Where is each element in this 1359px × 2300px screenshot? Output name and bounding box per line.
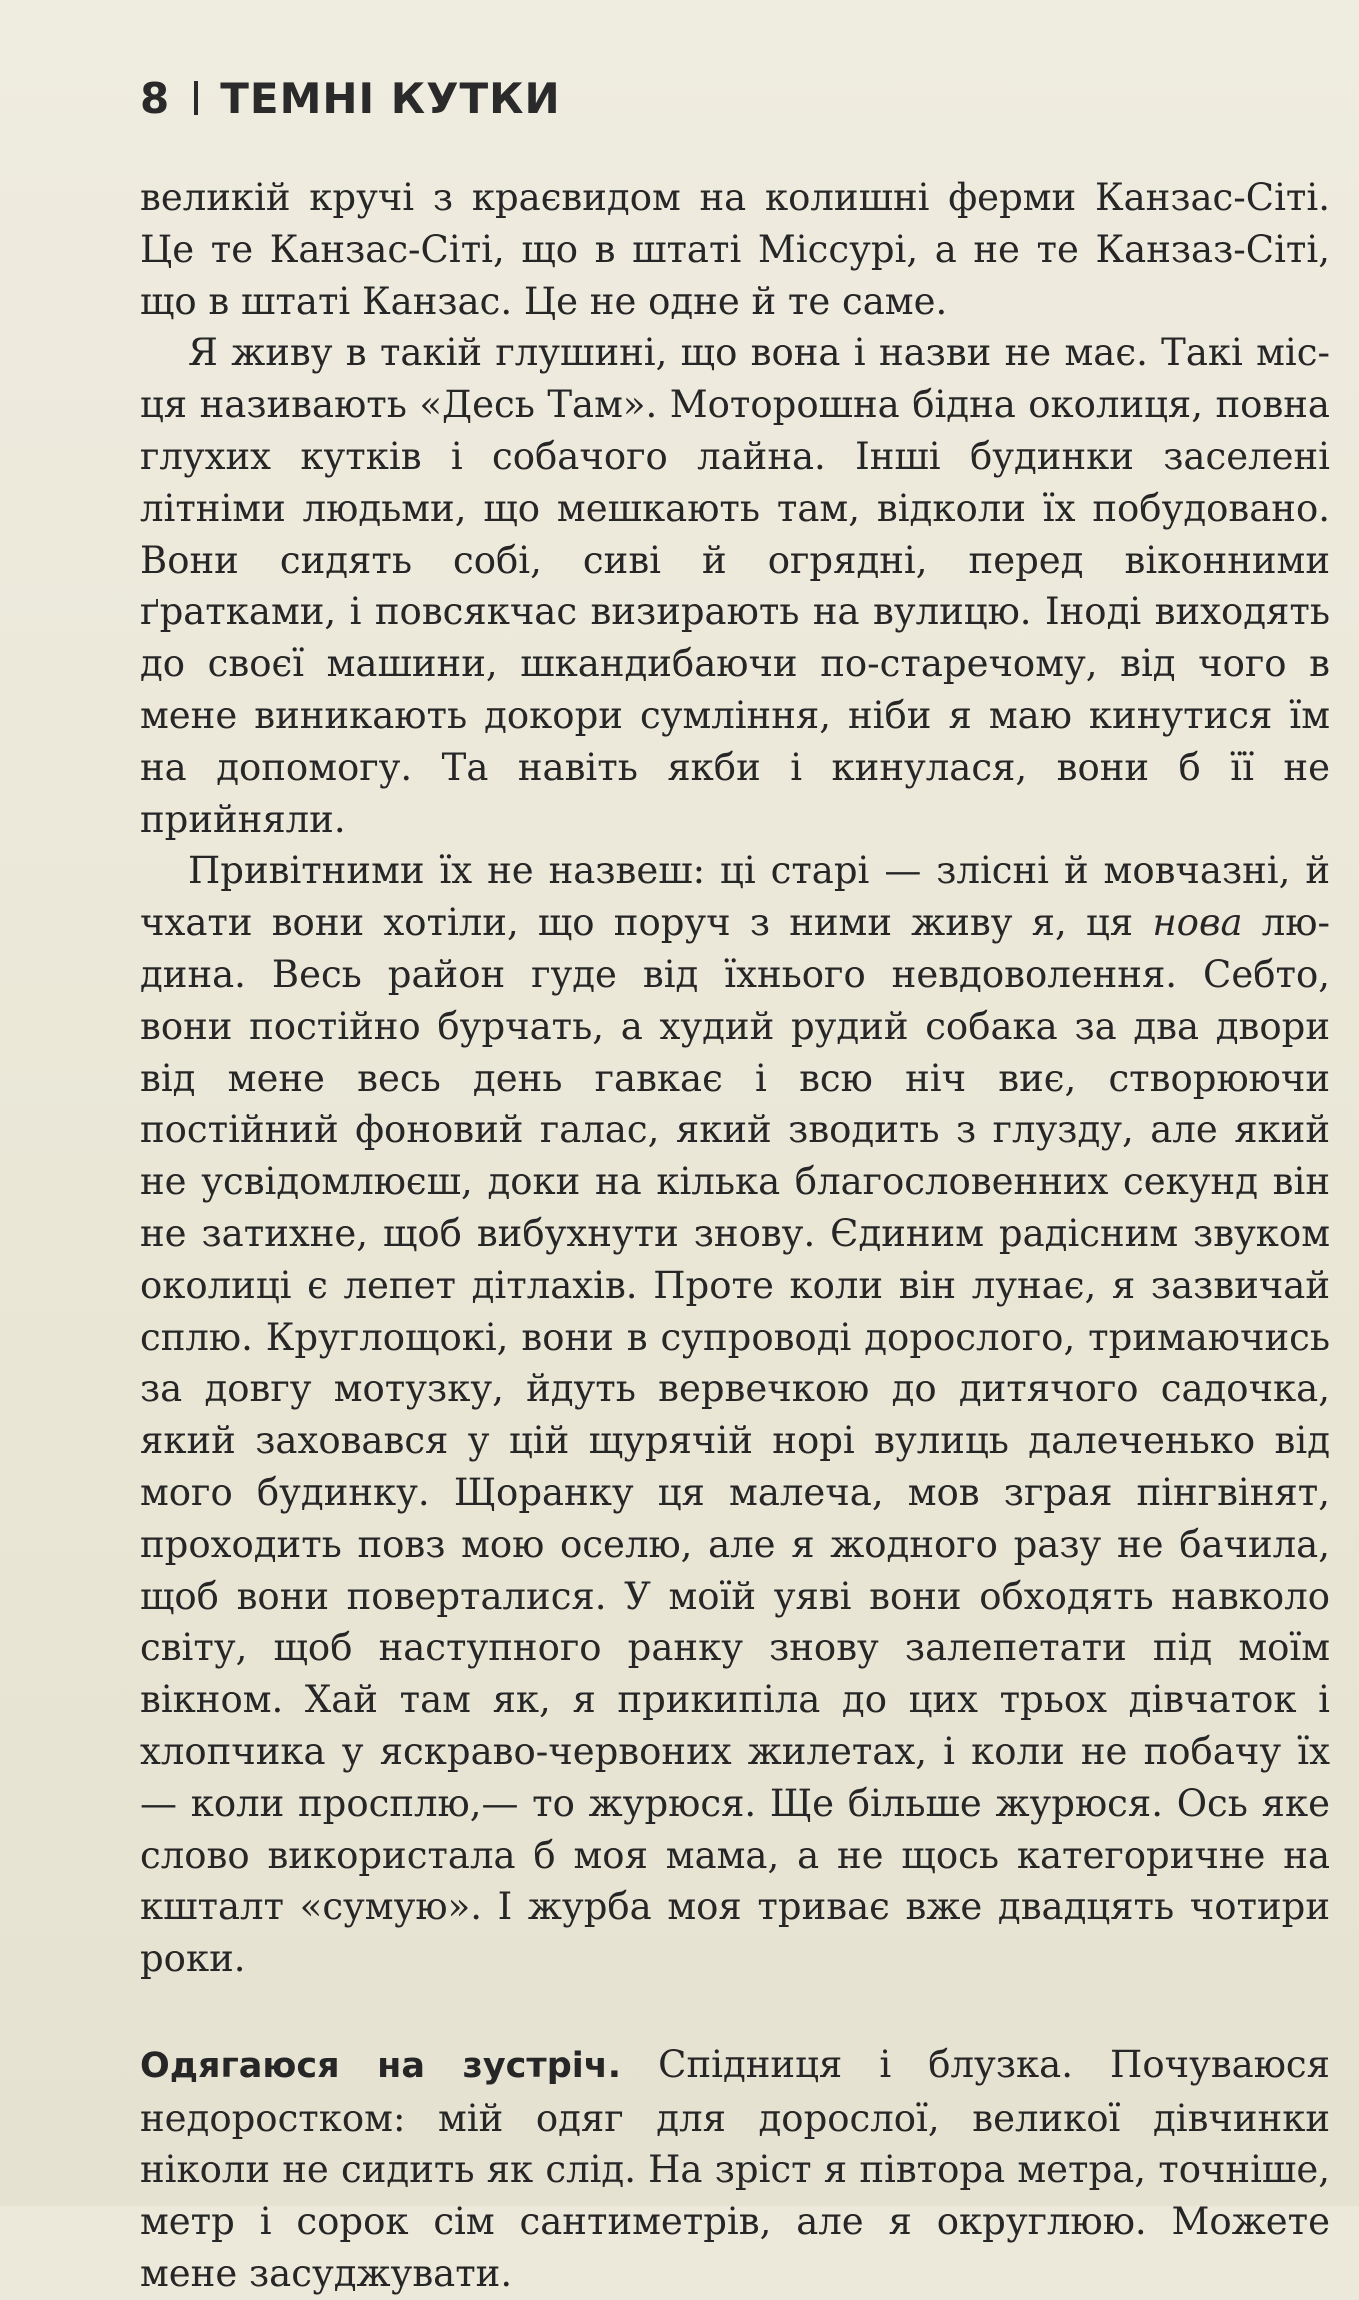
paragraph-1: великій кручі з краєвидом на колишні ферми Канзас-Сіті. Це те Канзас-Сіті, що в штаті Міссурі, а не те Канзаз-Сіті, що в штаті Канзас. Це не одне й те саме. xyxy=(140,176,1330,323)
italic-word: нова xyxy=(1152,901,1243,945)
book-title: ТЕМНІ КУТКИ xyxy=(220,73,561,123)
paragraph-3 xyxy=(140,845,1330,1985)
page-number: 8 xyxy=(140,73,171,123)
header-separator xyxy=(194,81,198,115)
paragraph-4 xyxy=(140,2039,1330,2300)
paragraph-3-start: Привітними їх не назвеш: ці старі — злісні й мовчазні, й чхати вони хотіли, що поруч з ними живу я, ця xyxy=(140,849,1330,945)
section-lead: Одягаюся на зустріч. xyxy=(140,2045,622,2086)
running-header xyxy=(140,68,561,128)
paragraph-4-text: Спідниця і блузка. Почуваюся недоростком: мій одяг для дорослої, великої дівчинки ніколи не сидить як слід. На зріст я півтора метра, точніше, метр і сорок сім сантиметрів, але я округлюю. Можете мене засуджувати. xyxy=(140,2042,1331,2296)
paragraph-3-end: людина. Весь район гуде від їхнього невдоволення. Себто, вони постійно бурчать, а худий рудий собака за два двори від мене весь день гавкає і всю ніч виє, створюючи постійний фоновий галас, який зводить з глузду, але який не усвідомлюєш, доки на кілька благословенних секунд він не затихне, щоб вибухнути знову. Єдиним радісним звуком околиці є лепет дітлахів. Проте коли він лунає, я зазвичай сплю. Круглощокі, вони в супроводі дорослого, тримаючись за довгу мотузку, йдуть вервечкою до дитячого садочка, який заховався у цій щурячій норі вулиць далеченько від мого будинку. Щоранку ця малеча, мов зграя пінгвінят, проходить повз мою оселю, але я жодного разу не бачила, щоб вони поверталися. У моїй уяві вони обходять навколо світу, щоб наступного ранку знову залепетати під моїм вікном. Хай там як, я прикипіла до цих трьох дівчаток і хлопчика у яскраво-червоних жилетах, і коли не побачу їх — коли просплю,— то журюся. Ще більше журюся. Ось яке слово використала б моя мама, а не щось категоричне на кшталт «сумую». І журба моя триває вже двадцять чотири роки. xyxy=(140,901,1330,1981)
body-text xyxy=(140,172,1330,2300)
paragraph-2: Я живу в такій глушині, що вона і назви не має. Такі місця називають «Десь Там». Моторошна бідна околиця, повна глухих кутків і собачого лайна. Інші будинки заселені літніми людьми, що мешкають там, відколи їх побудовано. Вони сидять собі, сиві й огрядні, перед віконними ґратками, і повсякчас визирають на вулицю. Іноді виходять до своєї машини, шкандибаючи по-старечому, від чого в мене виникають докори сумління, ніби я маю кинутися їм на допомогу. Та навіть якби і кинулася, вони б її не прийняли. xyxy=(140,331,1330,841)
